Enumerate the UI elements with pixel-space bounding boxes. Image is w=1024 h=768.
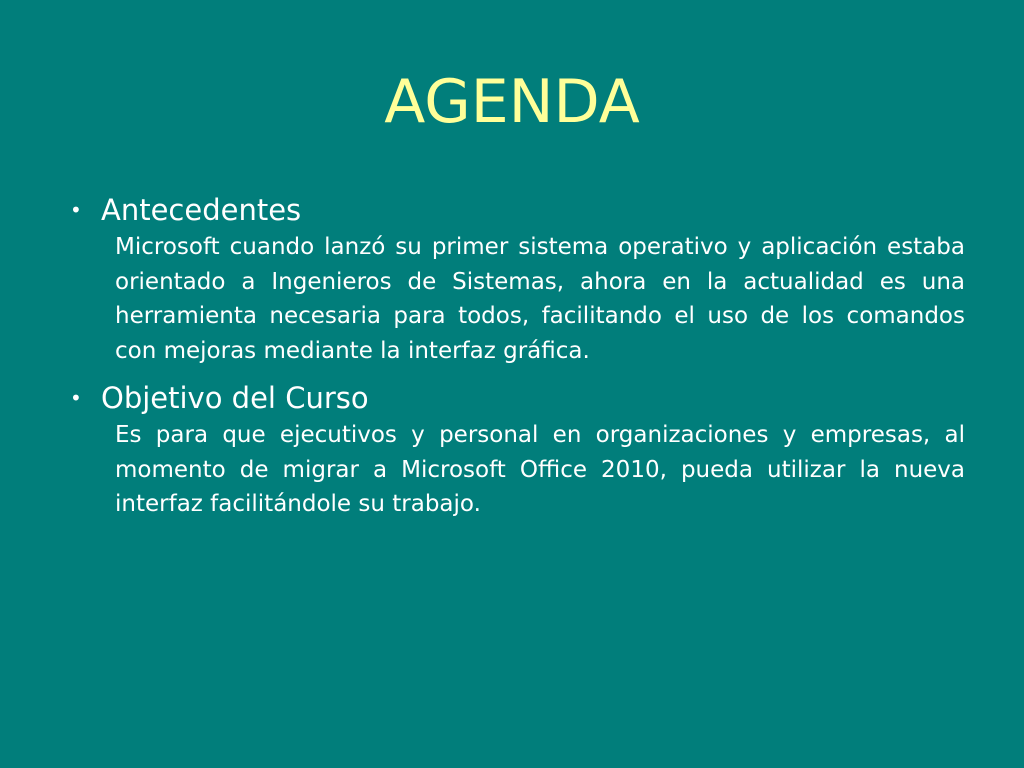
bullet-heading: Objetivo del Curso xyxy=(101,381,369,415)
bullet-list xyxy=(70,190,965,522)
bullet-item-objetivo xyxy=(70,378,965,522)
bullet-heading: Antecedentes xyxy=(101,193,302,227)
bullet-dot-icon: • xyxy=(70,198,82,222)
slide-title: AGENDA xyxy=(384,67,640,137)
bullet-paragraph: Microsoft cuando lanzó su primer sistema operativo y aplicación estaba orientado a Ingenieros de Sistemas, ahora en la actualidad es una herramienta necesaria para todos, facilitando el uso de los comandos con mejoras mediante la interfaz gráfica. xyxy=(115,234,965,364)
bullet-item-antecedentes xyxy=(70,190,965,368)
bullet-heading-row xyxy=(70,190,965,230)
bullet-heading-row xyxy=(70,378,965,418)
bullet-paragraph: Es para que ejecutivos y personal en organizaciones y empresas, al momento de migrar a Microsoft Office 2010, pueda utilizar la nueva interfaz facilitándole su trabajo. xyxy=(115,422,965,517)
bullet-dot-icon: • xyxy=(70,386,82,410)
